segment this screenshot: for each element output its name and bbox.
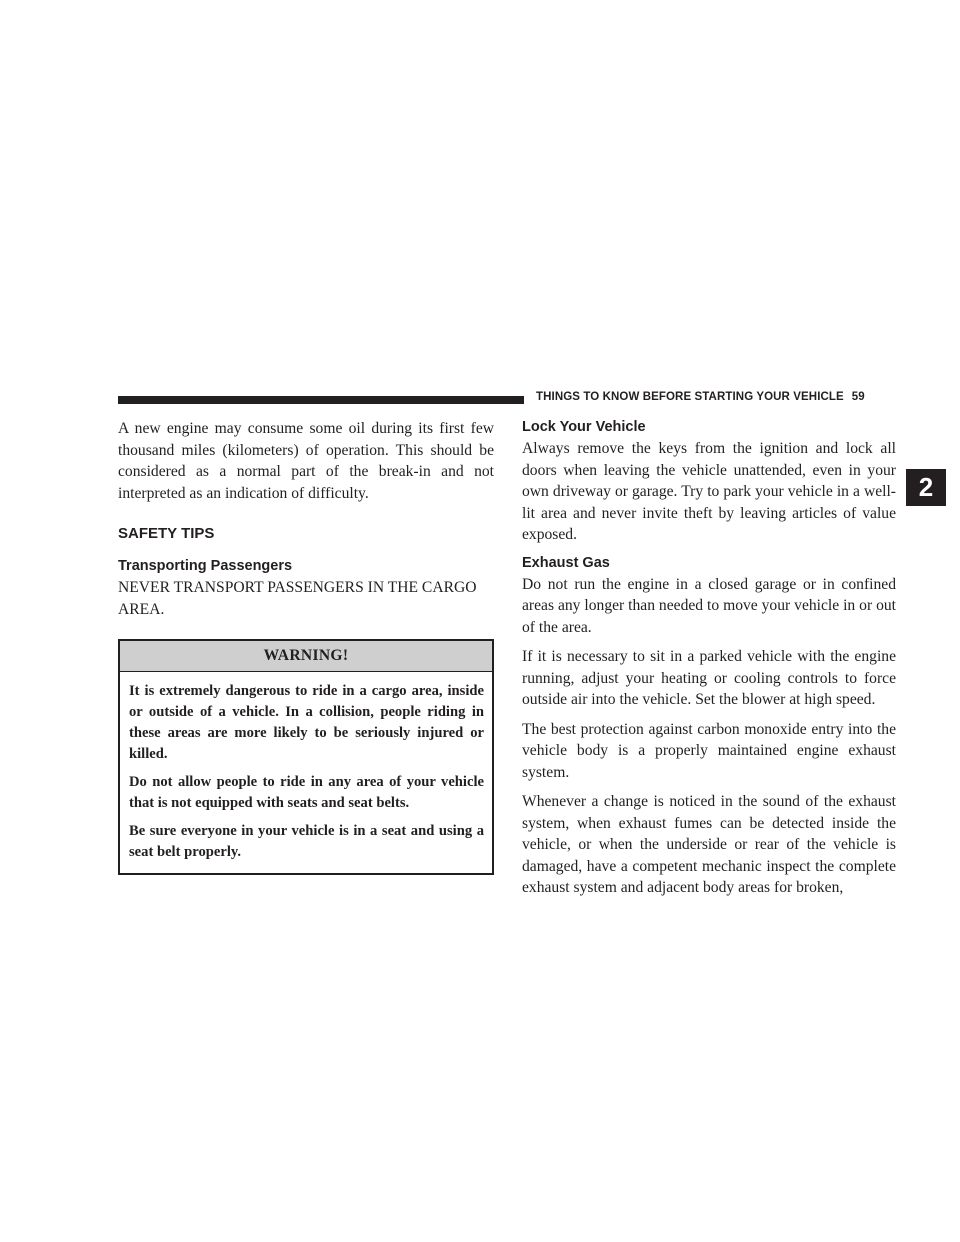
lock-your-vehicle-text: Always remove the keys from the ignition and lock all doors when leaving the vehicle unattended, even in your own driveway or garage. Try to park your vehicle in a well-lit area and never invite theft by leaving articles of value exposed. [522,440,896,543]
subsection-title-lock-your-vehicle: Lock Your Vehicle [522,419,646,435]
warning-paragraph: Do not allow people to ride in any area of your vehicle that is not equipped with seats and seat belts. [129,774,484,811]
warning-paragraph: It is extremely dangerous to ride in a cargo area, inside or outside of a vehicle. In a collision, people riding in these areas are more likely to be seriously injured or killed. [129,683,484,762]
subsection-title-exhaust-gas: Exhaust Gas [522,554,610,571]
warning-title: WARNING! [120,641,492,672]
header-rule [118,396,524,404]
exhaust-paragraph: Do not run the engine in a closed garage or in confined areas any longer than needed to move your vehicle in or out of the area. [522,575,896,636]
subsection-title-transporting-passengers: Transporting Passengers [118,558,293,574]
intro-paragraph: A new engine may consume some oil during its first few thousand miles (kilometers) of operation. This should be considered as a normal part of the break-in and not interpreted as an indication of difficulty. [118,420,494,502]
running-header [536,391,936,403]
transporting-passengers-text: NEVER TRANSPORT PASSENGERS IN THE CARGO AREA. [118,579,477,618]
exhaust-paragraph: If it is necessary to sit in a parked vehicle with the engine running, adjust your heating or cooling controls to force outside air into the vehicle. Set the blower at high speed. [522,648,896,708]
right-column [522,418,896,907]
left-column [118,418,494,875]
header-title: THINGS TO KNOW BEFORE STARTING YOUR VEHICLE [536,391,844,403]
warning-body [120,672,492,873]
warning-paragraph: Be sure everyone in your vehicle is in a seat and using a seat belt properly. [129,823,484,860]
page-number: 59 [851,391,865,403]
chapter-tab: 2 [906,469,946,506]
section-title-safety-tips: SAFETY TIPS [118,525,215,542]
exhaust-paragraph: The best protection against carbon monoxide entry into the vehicle body is a properly maintained engine exhaust system. [522,720,896,781]
warning-box [118,639,494,875]
exhaust-paragraph: Whenever a change is noticed in the sound of the exhaust system, when exhaust fumes can be detected inside the vehicle, or when the underside or rear of the vehicle is damaged, have a competent mechanic inspect the complete exhaust system and adjacent body areas for broken, [522,793,896,896]
